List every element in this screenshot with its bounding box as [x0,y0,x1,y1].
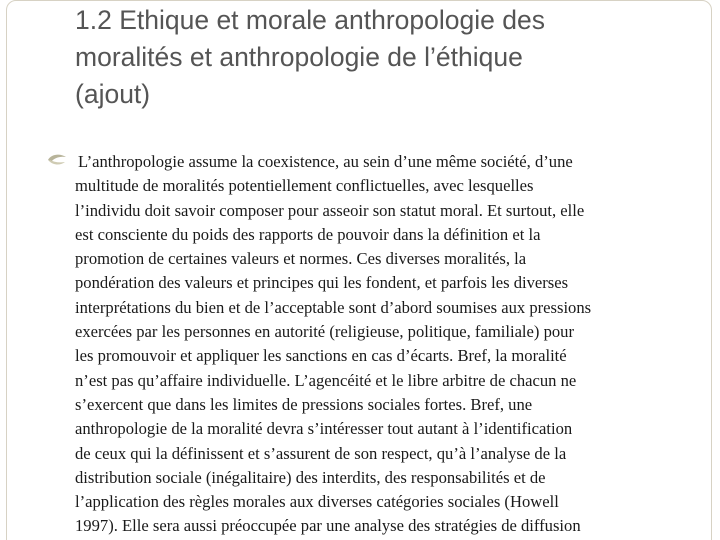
slide-title [75,2,695,113]
title-line: 1.2 Ethique et morale anthropologie des [75,5,545,35]
body-line: l’individu doit savoir composer pour asseoir son statut moral. Et surtout, elle [75,200,585,220]
body-line: pondération des valeurs et principes qui les fondent, et parfois les diverses [75,273,569,293]
leaf-bullet-icon [46,153,68,167]
title-line: moralités et anthropologie de l’éthique [75,42,523,72]
body-line: distribution sociale (inégalitaire) des interdits, des responsabilités et de [75,467,546,487]
body-line: promotion de certaines valeurs et normes. Ces diverses moralités, la [75,249,527,269]
body-line: anthropologie de la moralité devra s’intéresser tout autant à l’identification [75,419,573,439]
body-line: de ceux qui la définissent et s’assurent de son respect, qu’à l’analyse de la [75,443,567,463]
body-line: n’est pas qu’affaire individuelle. L’agencéité et le libre arbitre de chacun ne [75,370,577,390]
body-line: 1997). Elle sera aussi préoccupée par une analyse des stratégies de diffusion [75,516,581,536]
body-line: l’application des règles morales aux diverses catégories sociales (Howell [75,492,559,512]
body-line: L’anthropologie assume la coexistence, au sein d’une même société, d’une [78,152,573,171]
bullet-paragraph [75,150,705,539]
body-line: est consciente du poids des rapports de pouvoir dans la définition et la [75,224,541,244]
body-line: multitude de moralités potentiellement conflictuelles, avec lesquelles [75,176,534,196]
body-line: interprétations du bien et de l’acceptable sont d’abord soumises aux pressions [75,297,592,317]
body-line: exercées par les personnes en autorité (religieuse, politique, familiale) pour [75,322,574,342]
title-line: (ajout) [75,79,151,109]
body-line: les promouvoir et appliquer les sanctions en cas d’écarts. Bref, la moralité [75,346,567,366]
body-line: s’exercent que dans les limites de pressions sociales fortes. Bref, une [75,394,533,414]
